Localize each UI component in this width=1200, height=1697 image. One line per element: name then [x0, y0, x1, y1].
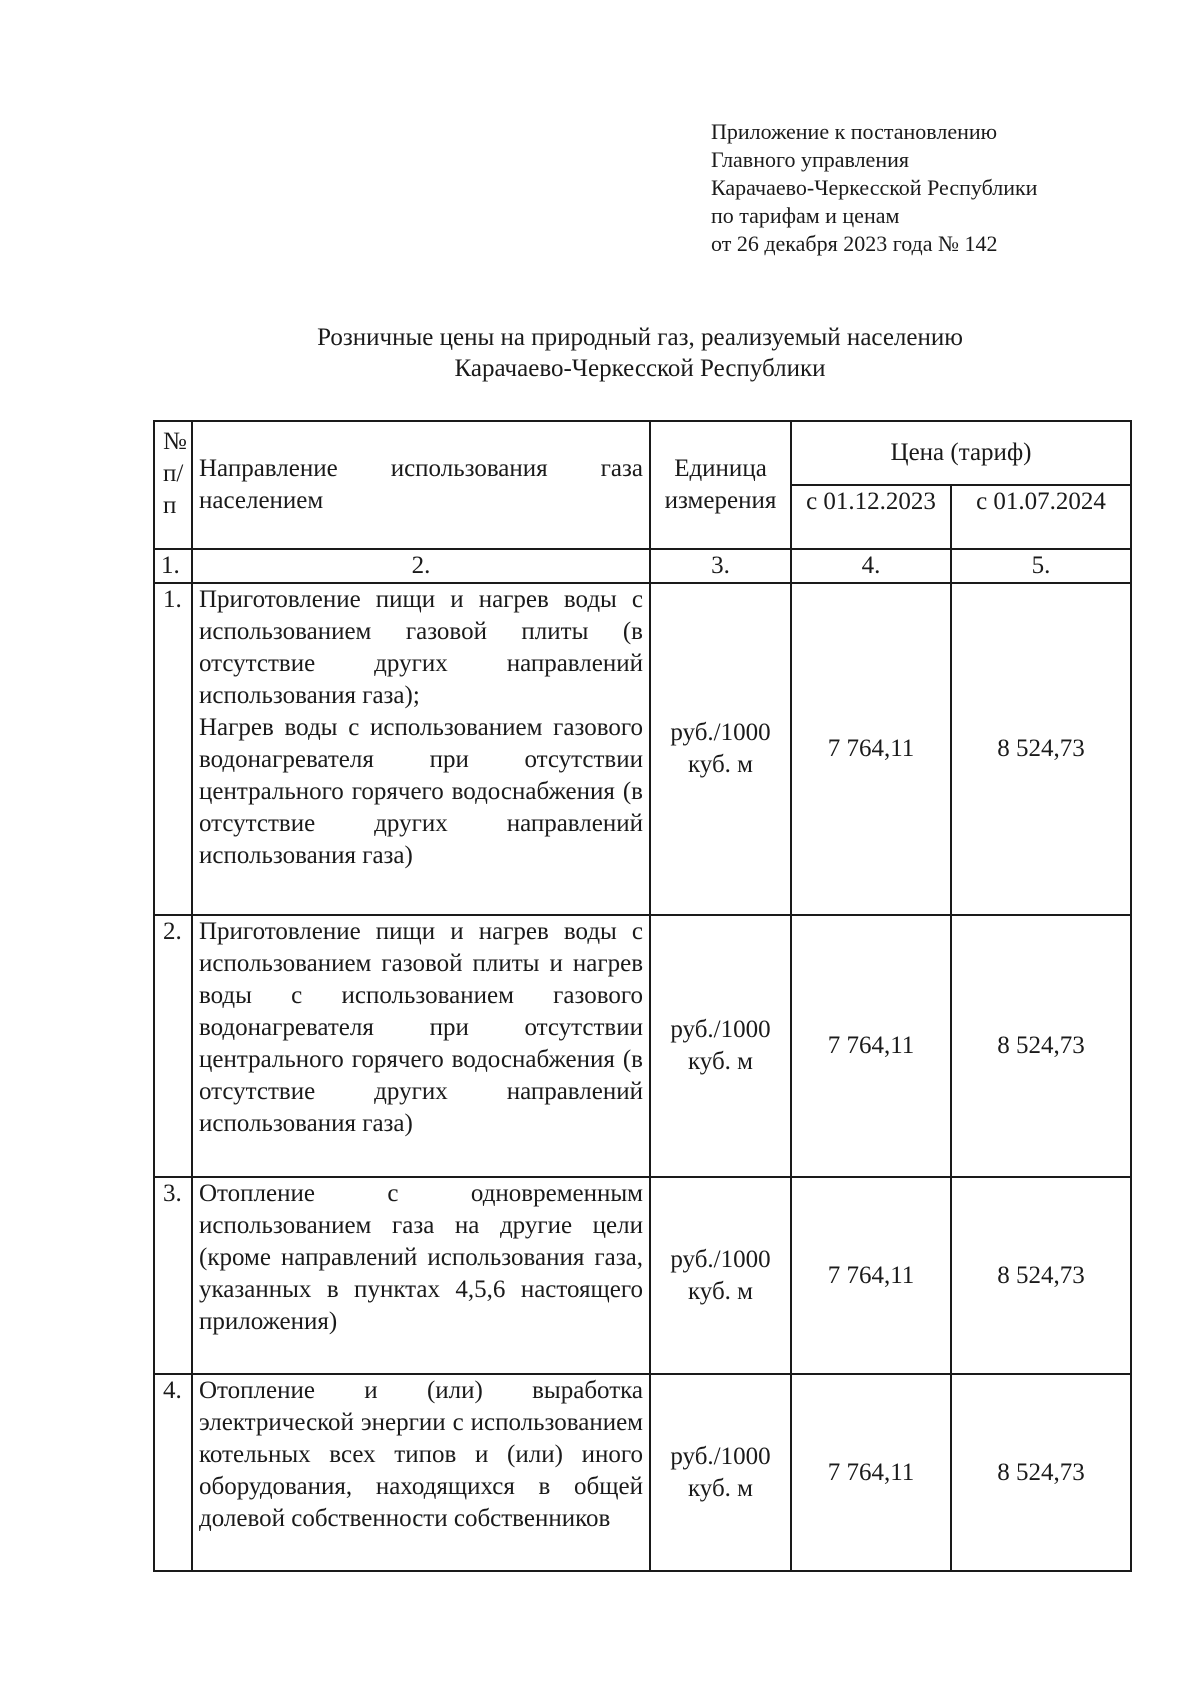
title-line-1: Розничные цены на природный газ, реализуемый населению: [317, 324, 963, 351]
row-price-2: 8 524,73: [951, 915, 1131, 1177]
row-price-1: 7 764,11: [791, 1177, 951, 1374]
row-num: 4.: [154, 1374, 192, 1571]
appendix-line: Главного управления: [711, 147, 909, 172]
appendix-block: [711, 118, 1037, 258]
row-unit: руб./1000 куб. м: [650, 583, 791, 915]
index-cell: 3.: [650, 549, 791, 583]
row-price-1: 7 764,11: [791, 1374, 951, 1571]
row-num: 3.: [154, 1177, 192, 1374]
header-date-2: с 01.07.2024: [951, 485, 1131, 549]
row-direction: Отопление и (или) выработка электрической энергии с использованием котельных всех типов и (или) иного оборудования, находящихся в общей долевой собственности собственников: [192, 1374, 650, 1571]
document-title: [150, 322, 1130, 384]
header-direction: Направление использования газа населением: [192, 421, 650, 549]
header-num: № п/ п: [154, 421, 192, 549]
table-header-row: [154, 421, 1131, 485]
header-price: Цена (тариф): [791, 421, 1131, 485]
table-row: [154, 915, 1131, 1177]
row-direction: Приготовление пищи и нагрев воды с использованием газовой плиты и нагрев воды с использованием газового водонагревателя при отсутствии центрального горячего водоснабжения (в отсутствие других направлений использования газа): [192, 915, 650, 1177]
row-unit: руб./1000 куб. м: [650, 1177, 791, 1374]
row-price-2: 8 524,73: [951, 1374, 1131, 1571]
index-cell: 4.: [791, 549, 951, 583]
row-direction: Отопление с одновременным использованием газа на другие цели (кроме направлений использования газа, указанных в пунктах 4,5,6 настоящего приложения): [192, 1177, 650, 1374]
row-unit: руб./1000 куб. м: [650, 915, 791, 1177]
index-cell: 2.: [192, 549, 650, 583]
table-row: [154, 1177, 1131, 1374]
table-index-row: [154, 549, 1131, 583]
row-price-2: 8 524,73: [951, 1177, 1131, 1374]
row-num: 1.: [154, 583, 192, 915]
row-direction-part: Нагрев воды с использованием газового водонагревателя при отсутствии центрального горячего водоснабжения (в отсутствие других направлений использования газа): [199, 714, 643, 869]
index-cell: 1.: [154, 549, 192, 583]
header-date-1: с 01.12.2023: [791, 485, 951, 549]
appendix-line: Карачаево-Черкесской Республики: [711, 175, 1038, 200]
row-price-1: 7 764,11: [791, 583, 951, 915]
title-line-2: Карачаево-Черкесской Республики: [454, 355, 826, 382]
table-row: [154, 1374, 1131, 1571]
index-cell: 5.: [951, 549, 1131, 583]
appendix-line: Приложение к постановлению: [711, 119, 998, 144]
row-price-1: 7 764,11: [791, 915, 951, 1177]
table-row: [154, 583, 1131, 915]
row-direction: [192, 583, 650, 915]
appendix-line: по тарифам и ценам: [711, 203, 900, 228]
header-unit: Единица измерения: [650, 421, 791, 549]
row-num: 2.: [154, 915, 192, 1177]
row-unit: руб./1000 куб. м: [650, 1374, 791, 1571]
row-direction-part: Приготовление пищи и нагрев воды с использованием газовой плиты (в отсутствие других направлений использования газа);: [199, 586, 643, 709]
row-price-2: 8 524,73: [951, 583, 1131, 915]
appendix-line: от 26 декабря 2023 года № 142: [711, 231, 998, 256]
price-table: [153, 420, 1132, 1572]
